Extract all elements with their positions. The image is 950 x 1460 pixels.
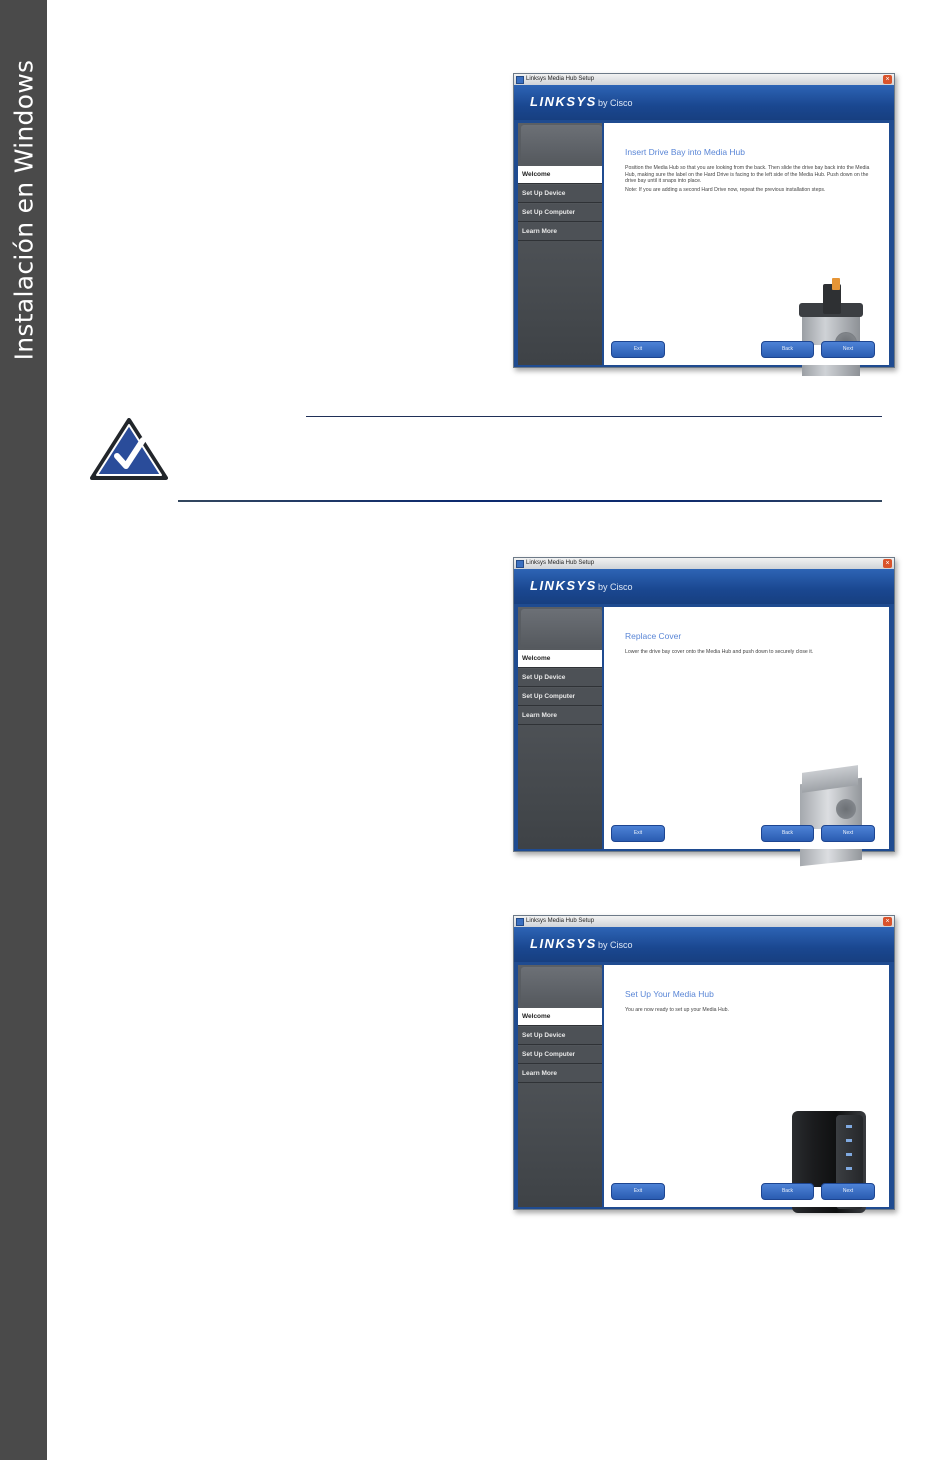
menu-header-box [521, 125, 602, 164]
step-body [625, 1007, 870, 1016]
note-rule-top [306, 416, 882, 417]
installer-menu [518, 965, 602, 1207]
close-icon[interactable]: × [883, 75, 892, 84]
step-content [604, 965, 889, 1188]
app-icon [516, 918, 524, 926]
next-button[interactable]: Next [821, 825, 875, 842]
menu-item-set-up-computer[interactable]: Set Up Computer [518, 688, 602, 706]
exit-button[interactable]: Exit [611, 825, 665, 842]
media-hub-image [800, 767, 870, 867]
step-title: Replace Cover [625, 631, 682, 641]
exit-button[interactable]: Exit [611, 341, 665, 358]
menu-item-learn-more[interactable]: Learn More [518, 707, 602, 725]
step-body [625, 165, 870, 195]
close-icon[interactable]: × [883, 917, 892, 926]
menu-item-welcome[interactable]: Welcome [518, 650, 602, 668]
window-title: Linksys Media Hub Setup [526, 560, 595, 566]
menu-item-set-up-computer[interactable]: Set Up Computer [518, 1046, 602, 1064]
exit-button[interactable]: Exit [611, 1183, 665, 1200]
menu-header-box [521, 609, 602, 648]
close-icon[interactable]: × [883, 559, 892, 568]
menu-item-welcome[interactable]: Welcome [518, 1008, 602, 1026]
menu-header-box [521, 967, 602, 1006]
menu-item-welcome[interactable]: Welcome [518, 166, 602, 184]
step-title: Set Up Your Media Hub [625, 989, 714, 999]
app-icon [516, 76, 524, 84]
brand-banner [514, 927, 894, 962]
menu-item-learn-more[interactable]: Learn More [518, 223, 602, 241]
linksys-logo: LINKSYS [530, 94, 597, 109]
installer-screenshot-insert-drive [513, 73, 895, 368]
linksys-logo: LINKSYS [530, 936, 597, 951]
step-text: Lower the drive bay cover onto the Media Hub and push down to securely close it. [625, 649, 814, 655]
brand-suffix: by Cisco [598, 98, 633, 108]
menu-item-set-up-device[interactable]: Set Up Device [518, 185, 602, 203]
menu-item-learn-more[interactable]: Learn More [518, 1065, 602, 1083]
step-content [604, 123, 889, 346]
installer-screenshot-replace-cover [513, 557, 895, 852]
back-button[interactable]: Back [761, 341, 814, 358]
window-title: Linksys Media Hub Setup [526, 76, 595, 82]
brand-banner [514, 85, 894, 120]
installer-menu [518, 123, 602, 365]
section-title: Instalación en Windows [9, 59, 39, 361]
side-band [0, 0, 47, 1460]
step-text: Position the Media Hub so that you are looking from the back. Then slide the drive bay back into the Media Hub, making sure the label on the Hard Drive is facing to the left side of the Media Hub. Push down on the drive bay until it snaps into place. [625, 165, 870, 184]
back-button[interactable]: Back [761, 825, 814, 842]
next-button[interactable]: Next [821, 341, 875, 358]
brand-suffix: by Cisco [598, 582, 633, 592]
brand-banner [514, 569, 894, 604]
menu-item-set-up-device[interactable]: Set Up Device [518, 1027, 602, 1045]
checkmark-icon [90, 418, 168, 482]
app-icon [516, 560, 524, 568]
step-body [625, 649, 870, 658]
note-rule-bottom [178, 500, 882, 502]
installer-screenshot-set-up-media-hub [513, 915, 895, 1210]
menu-item-set-up-computer[interactable]: Set Up Computer [518, 204, 602, 222]
window-title: Linksys Media Hub Setup [526, 918, 595, 924]
next-button[interactable]: Next [821, 1183, 875, 1200]
installer-menu [518, 607, 602, 849]
brand-suffix: by Cisco [598, 940, 633, 950]
step-content [604, 607, 889, 830]
linksys-logo: LINKSYS [530, 578, 597, 593]
back-button[interactable]: Back [761, 1183, 814, 1200]
menu-item-set-up-device[interactable]: Set Up Device [518, 669, 602, 687]
step-note: Note: If you are adding a second Hard Drive now, repeat the previous installation steps. [625, 186, 826, 193]
step-text: You are now ready to set up your Media Hub. [625, 1007, 729, 1013]
step-title: Insert Drive Bay into Media Hub [625, 147, 745, 157]
